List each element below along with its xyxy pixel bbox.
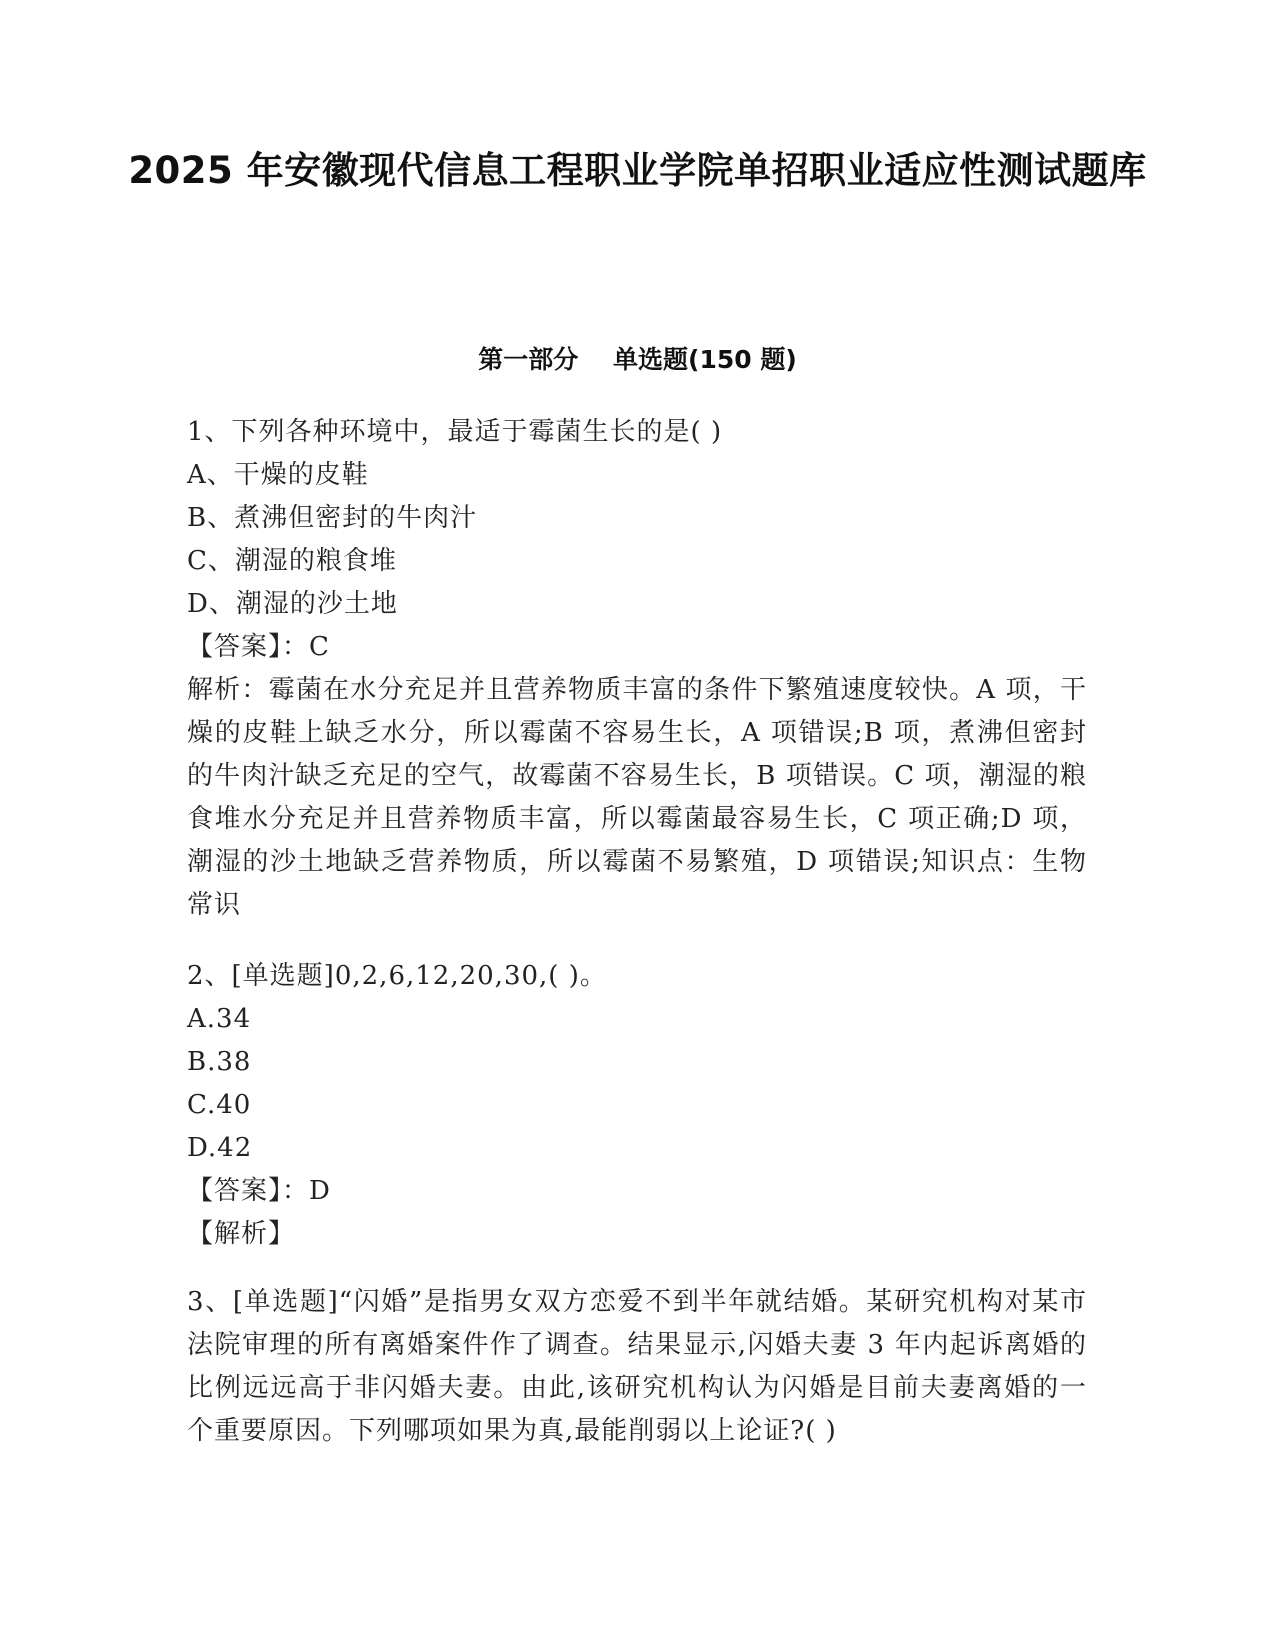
analysis-text: 解析：霉菌在水分充足并且营养物质丰富的条件下繁殖速度较快。A 项，干燥的皮鞋上缺乏水分，所以霉菌不容易生长，A 项错误;B 项，煮沸但密封的牛肉汁缺乏充足的空气，故霉菌不容易生长，B 项错误。C 项，潮湿的粮食堆水分充足并且营养物质丰富，所以霉菌最容易生长，C 项正确;D 项，潮湿的沙土地缺乏营养物质，所以霉菌不易繁殖，D 项错误;知识点：生物常识 — [187, 675, 1087, 920]
question-3 — [187, 1281, 1087, 1453]
question-stem: 1、下列各种环境中，最适于霉菌生长的是( ) — [187, 417, 723, 447]
section-title: 第一部分 单选题(150 题) — [478, 345, 797, 374]
answer-line: 【答案】：C — [187, 632, 330, 662]
analysis-heading: 【解析】 — [187, 1219, 296, 1249]
question-2 — [187, 955, 1087, 1256]
option-b: B、煮沸但密封的牛肉汁 — [187, 503, 478, 533]
answer-line: 【答案】：D — [187, 1176, 331, 1206]
option-c: C.40 — [187, 1090, 252, 1120]
document-title: 2025 年安徽现代信息工程职业学院单招职业适应性测试题库 — [128, 149, 1147, 192]
question-stem: 3、[单选题]“闪婚”是指男女双方恋爱不到半年就结婚。某研究机构对某市法院审理的所有离婚案件作了调查。结果显示,闪婚夫妻 3 年内起诉离婚的比例远远高于非闪婚夫妻。由此,该研究机构认为闪婚是目前夫妻离婚的一个重要原因。下列哪项如果为真,最能削弱以上论证?( ) — [187, 1287, 1087, 1446]
option-c: C、潮湿的粮食堆 — [187, 546, 397, 576]
option-b: B.38 — [187, 1047, 252, 1077]
question-stem: 2、[单选题]0,2,6,12,20,30,( )。 — [187, 961, 607, 991]
question-1 — [187, 411, 1087, 927]
option-d: D、潮湿的沙土地 — [187, 589, 398, 619]
option-a: A、干燥的皮鞋 — [187, 460, 369, 490]
option-a: A.34 — [187, 1004, 252, 1034]
option-d: D.42 — [187, 1133, 253, 1163]
